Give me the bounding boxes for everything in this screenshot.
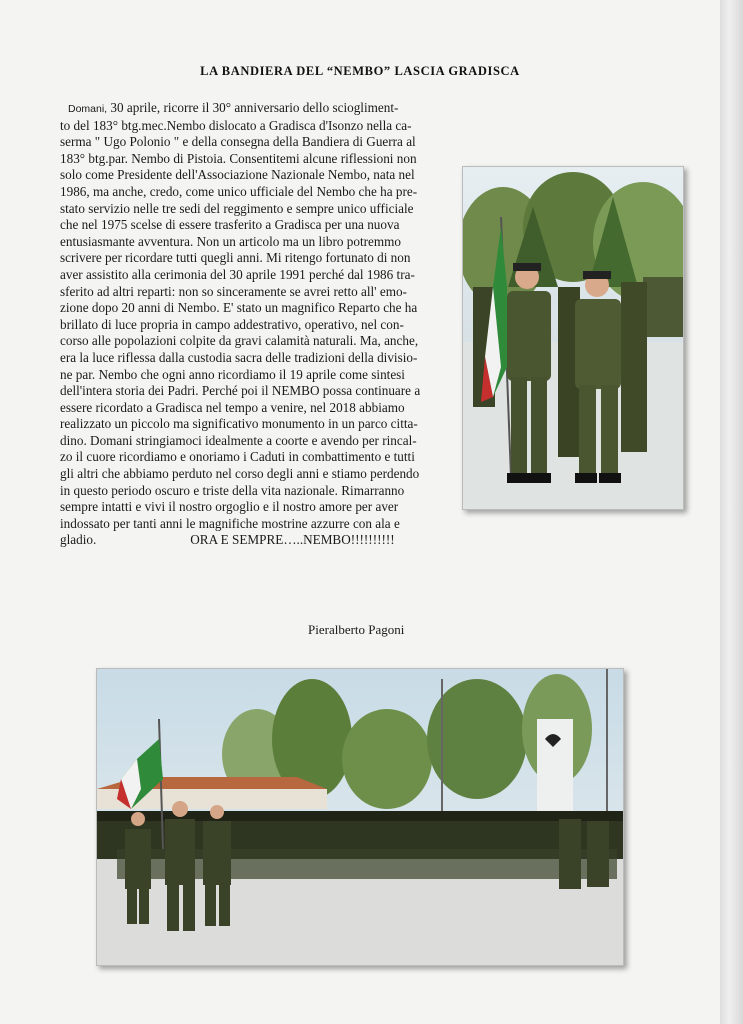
- article-line: sferito ad altri reparti: non so sinceramente se avrei retto all' emo-: [60, 283, 407, 299]
- article-line: 1986, ma anche, credo, come unico ufficiale del Nembo che ha pre-: [60, 183, 418, 199]
- article-line: realizzato un piccolo ma significativo monumento in un parco citta-: [60, 416, 418, 432]
- article-line: serma " Ugo Polonio " e della consegna della Bandiera di Guerra al: [60, 134, 416, 150]
- article-line: era la luce riflessa dalla custodia sacra delle tradizioni della divisio-: [60, 349, 418, 365]
- article-line: 183° btg.par. Nembo di Pistoia. Consentitemi alcune riflessioni non: [60, 150, 417, 166]
- article-body: [60, 100, 448, 549]
- article-line: brillato di luce propria in campo addestrativo, operativo, nel con-: [60, 316, 404, 332]
- article-line: che nel 1975 scelse di essere trasferito a Gradisca per una nuova: [60, 217, 400, 233]
- article-last-line: gladio. ORA E SEMPRE…..NEMBO!!!!!!!!!!: [60, 532, 395, 548]
- article-title: LA BANDIERA DEL “NEMBO” LASCIA GRADISCA: [200, 64, 520, 78]
- officers-photo-image: [463, 167, 683, 509]
- scan-edge: [720, 0, 743, 1024]
- article-line: zione dopo 20 anni di Nembo. E' stato un magnifico Reparto che ha: [60, 300, 418, 316]
- photo-officers-with-flag: [462, 166, 684, 510]
- article-closing: ORA E SEMPRE…..NEMBO!!!!!!!!!!: [190, 532, 395, 548]
- article-line: indossato per tanti anni le magnifiche mostrine azzurre con ala e: [60, 515, 400, 531]
- article-line: sempre intatti e vivi il nostro orgoglio e il nostro amore per aver: [60, 499, 399, 515]
- article-line: solo come Presidente dell'Associazione Nazionale Nembo, nata nel: [60, 167, 415, 183]
- article-line: scrivere per ricordare tutti quegli anni. Mi ritengo fortunato di non: [60, 250, 411, 266]
- photo-parade-formation: [96, 668, 624, 966]
- article-line: ne par. Nembo che ogni anno ricordiamo il 19 aprile come sintesi: [60, 366, 405, 382]
- article-line: entusiasmante avventura. Non un articolo ma un libro potremmo: [60, 233, 401, 249]
- article-line: dell'intera storia dei Padri. Perché poi il NEMBO possa continuare a: [60, 383, 421, 399]
- article-line: corso alle popolazioni colpite da gravi calamità naturali. Ma, anche,: [60, 333, 419, 349]
- article-first-word: Domani,: [68, 103, 108, 115]
- article-line: stato servizio nelle tre sedi del reggimento e sempre unico ufficiale: [60, 200, 414, 216]
- article-line: in questo periodo oscuro e triste della vita nazionale. Rimarranno: [60, 482, 405, 498]
- article-line: gli altri che abbiamo perduto nel corso degli anni e stiamo perdendo: [60, 466, 420, 482]
- article-line: essere ricordato a Gradisca nel tempo a venire, nel 2018 abbiamo: [60, 399, 405, 415]
- article-line: dino. Domani stringiamoci idealmente a coorte e avendo per rincal-: [60, 432, 417, 448]
- article-line: Domani, 30 aprile, ricorre il 30° anniversario dello sciogliment-: [68, 100, 399, 115]
- article-line: zo il cuore ricordiamo e onoriamo i Caduti in combattimento e tutti: [60, 449, 415, 465]
- author-signature: Pieralberto Pagoni: [308, 622, 405, 637]
- article-line: aver assistito alla cerimonia del 30 aprile 1991 perché dal 1986 tra-: [60, 266, 415, 282]
- parade-photo-image: [97, 669, 623, 965]
- article-line: to del 183° btg.mec.Nembo dislocato a Gradisca d'Isonzo nella ca-: [60, 117, 412, 133]
